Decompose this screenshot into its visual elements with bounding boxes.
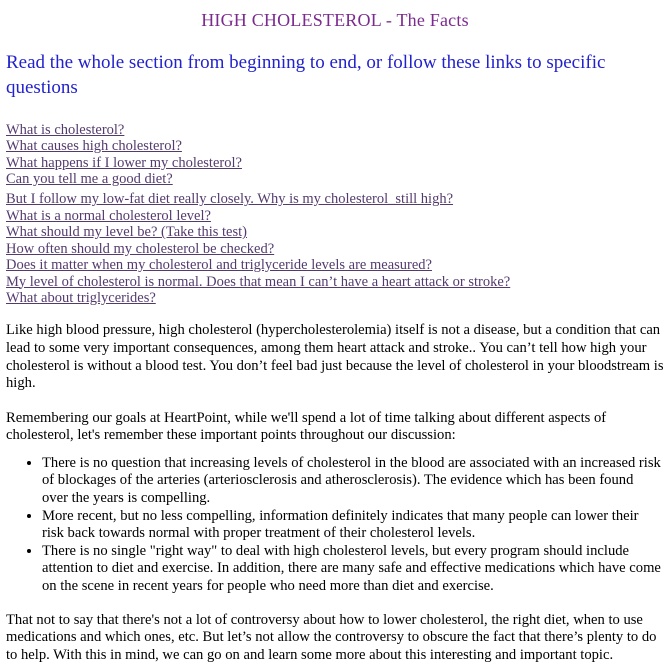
list-item <box>6 241 664 257</box>
link-can-you-tell-me-a-good-diet[interactable]: Can you tell me a good diet? <box>6 171 173 188</box>
list-item <box>6 171 664 187</box>
link-what-about-triglycerides[interactable]: What about triglycerides? <box>6 289 156 306</box>
link-what-happens-if-i-lower[interactable]: What happens if I lower my cholesterol? <box>6 154 242 171</box>
question-link-list <box>6 122 664 306</box>
list-item: • There is no question that increasing levels of cholesterol in the blood are associated with an increased risk of blockages of the arteries (arteriosclerosis and atherosclerosis). The evidence which has been found over the years is compelling. <box>42 455 662 508</box>
list-item: • There is no single "right way" to deal with high cholesterol levels, but every program should include attention to diet and exercise. In addition, there are many safe and effective medications which have come on the scene in recent years for people who need more than diet and exercise. <box>42 543 662 596</box>
list-item <box>6 155 664 171</box>
link-my-level-is-normal[interactable]: My level of cholesterol is normal. Does that mean I can’t have a heart attack or stroke? <box>6 273 511 290</box>
paragraph-closing: That not to say that there's not a lot of controversy about how to lower cholesterol, the right diet, when to use medications and which ones, etc. But let’s not allow the controversy to obscure the fact that there’s plenty to do to help. With this in mind, we can go on and learn some more about this interesting and important topic. <box>6 611 657 663</box>
link-how-often-checked[interactable]: How often should my cholesterol be checked? <box>6 240 275 257</box>
paragraph-goals: Remembering our goals at HeartPoint, while we'll spend a lot of time talking about different aspects of cholesterol, let's remember these important points throughout our discussion: <box>6 409 607 444</box>
link-what-causes-high-cholesterol[interactable]: What causes high cholesterol? <box>6 138 182 155</box>
list-item <box>6 208 664 224</box>
list-item <box>6 290 664 306</box>
paragraph-intro: Like high blood pressure, high cholesterol (hypercholesterolemia) itself is not a disease, but a condition that can lead to some very important consequences, among them heart attack and stroke.. You can’t tell how high your cholesterol is without a blood test. You don’t feel bad just because the level of cholesterol in your bloodstream is high. <box>6 322 664 392</box>
link-does-it-matter-when-measured[interactable]: Does it matter when my cholesterol and triglyceride levels are measured? <box>6 257 432 274</box>
link-but-i-follow-my-low-fat-diet[interactable]: But I follow my low-fat diet really closely. Why is my cholesterol_still high? <box>6 191 454 208</box>
list-item <box>6 274 664 290</box>
key-points-list <box>6 455 664 596</box>
link-what-is-a-normal-level[interactable]: What is a normal cholesterol level? <box>6 207 211 224</box>
link-what-should-my-level-be[interactable]: What should my level be? (Take this test) <box>6 224 247 241</box>
section-subheading: Read the whole section from beginning to end, or follow these links to specific questions <box>6 51 606 98</box>
list-item <box>6 191 664 207</box>
list-item <box>6 122 664 138</box>
link-what-is-cholesterol[interactable]: What is cholesterol? <box>6 121 125 138</box>
list-item <box>6 138 664 154</box>
page-title: HIGH CHOLESTEROL - The Facts <box>201 10 469 30</box>
list-item <box>6 257 664 273</box>
list-item: • More recent, but no less compelling, information definitely indicates that many people can lower their risk back towards normal with proper treatment of their cholesterol levels. <box>42 508 662 543</box>
list-item <box>6 224 664 240</box>
